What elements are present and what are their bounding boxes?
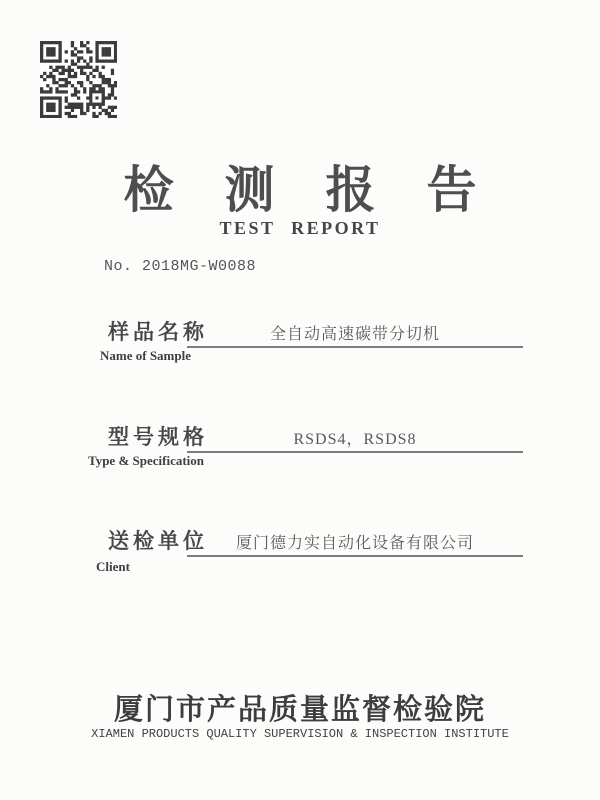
report-title-en: TEST REPORT [219,218,381,238]
type-specification-value: RSDS4，RSDS8 [293,431,417,448]
report-title-zh: 检测报告 [123,162,528,218]
field-sample-name [0,320,600,382]
underline [187,451,523,453]
qr-code-icon [40,41,117,118]
sample-name-label-zh: 样品名称 [108,320,208,344]
client-label-zh: 送检单位 [108,529,208,553]
client-label-en: Client [96,559,130,574]
field-client [0,529,600,591]
report-number: No. 2018MG-W0088 [104,258,257,275]
field-type-specification [0,425,600,487]
sample-name-label-en: Name of Sample [100,348,191,363]
client-value: 厦门德力实自动化设备有限公司 [235,535,474,552]
sample-name-value: 全自动高速碳带分切机 [269,326,440,343]
type-specification-label-en: Type & Specification [88,453,205,468]
underline [187,346,523,348]
type-specification-label-zh: 型号规格 [108,425,208,449]
underline [187,555,523,557]
institute-name-en: XIAMEN PRODUCTS QUALITY SUPERVISION & INSPECTION INSTITUTE [91,727,509,741]
institute-name-zh: 厦门市产品质量监督检验院 [113,694,486,726]
